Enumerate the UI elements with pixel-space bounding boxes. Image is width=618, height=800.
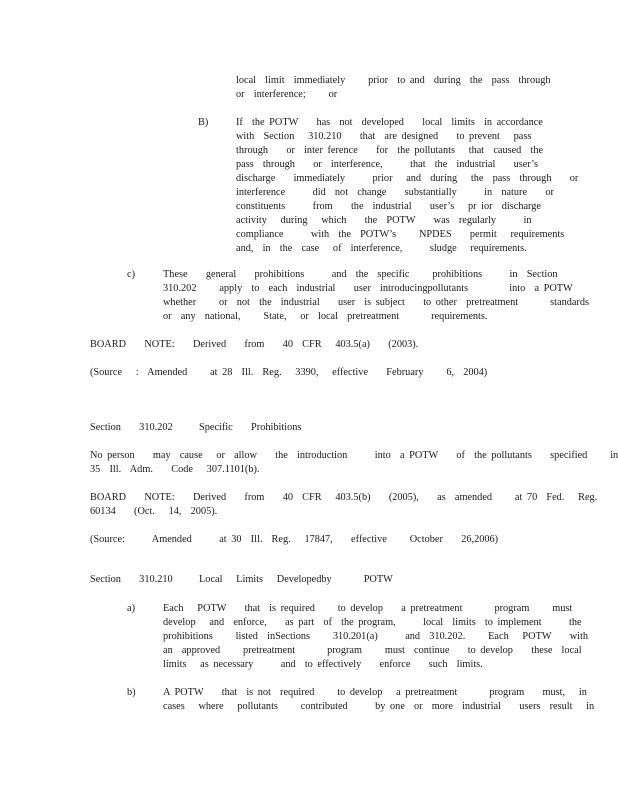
text-line: cases where pollutants contributed by one or more industrial users result in [163,701,595,712]
text-line: Each POTW that is required to develop a pretreatment program must [163,603,573,614]
section-title: Specific Prohibitions [199,422,302,433]
text-line: develop and enforce, as part of the program, local limits to implement the [163,617,582,628]
section-title: Local Limits Developedby POTW [199,574,393,585]
section-number: Section 310.202 [90,422,173,433]
item-label-b: b) [127,687,136,698]
section-body [90,449,618,477]
text-line: prohibitions listed inSections 310.201(a) and 310.202. Each POTW with [163,631,589,642]
text-line: local limit immediately prior to and during the pass through [236,75,551,86]
text-line: with Section 310.210 that are designed to prevent pass [236,131,532,142]
text-line: compliance with the POTW’s NPDES permit requirements [236,229,565,240]
text-line: whether or not the industrial user is subject to other pretreatment standards [163,297,590,308]
text-line: activity during which the POTW was regularly in [236,215,532,226]
text-line: 35 Ill. Adm. Code 307.1101(b). [90,464,260,475]
section-number: Section 310.210 [90,574,173,585]
text-line: limits as necessary and to effectively enforce such limits. [163,659,483,670]
board-note [90,491,597,519]
text-line: No person may cause or allow the introduction into a POTW of the pollutants specified in [90,450,618,461]
text-line: 60134 (Oct. 14, 2005). [90,506,218,517]
text-line: BOARD NOTE: Derived from 40 CFR 403.5(b) (2005), as amended at 70 Fed. Reg. [90,492,598,503]
source-note: (Source : Amended at 28 Ill. Reg. 3390, effective February 6, 2004) [90,367,488,378]
source-note: (Source: Amended at 30 Ill. Reg. 17847, effective October 26,2006) [90,534,499,545]
text-line: A POTW that is not required to develop a pretreatment program must, in [163,687,587,698]
text-line: These general prohibitions and the specific prohibitions in Section [163,269,558,280]
text-line: discharge immediately prior and during the pass through or [236,173,579,184]
text-line: pass through or interference, that the industrial user’s [236,159,539,170]
item-a-paragraph [163,602,588,672]
item-label-a: a) [127,603,135,614]
item-label-B: B) [198,117,209,128]
text-line: or interference; or [236,89,338,100]
item-c-paragraph [163,268,589,324]
item-b-paragraph [163,686,594,714]
text-line: or any national, State, or local pretreatment requirements. [163,311,488,322]
text-line: 310.202 apply to each industrial user introducingpollutants into a POTW [163,283,573,294]
text-line: interference did not change substantially in nature or [236,187,554,198]
board-note: BOARD NOTE: Derived from 40 CFR 403.5(a) (2003). [90,339,419,350]
item-B-paragraph [236,116,578,256]
continued-paragraph [236,74,551,102]
text-line: constituents from the industrial user’s pr ior discharge [236,201,542,212]
text-line: If the POTW has not developed local limits in accordance [236,117,543,128]
text-line: and, in the case of interference, sludge requirements. [236,243,527,254]
text-line: through or inter ference for the pollutants that caused the [236,145,544,156]
text-line: an approved pretreatment program must continue to develop these local [163,645,582,656]
item-label-c: c) [127,269,135,280]
